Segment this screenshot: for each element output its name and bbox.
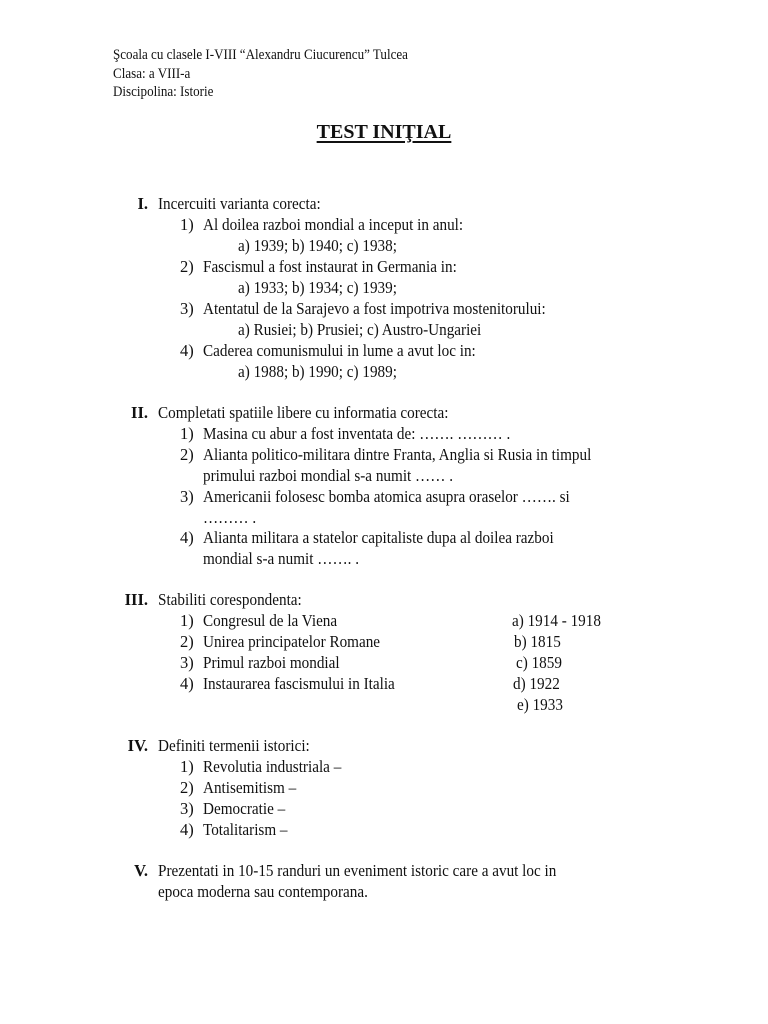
question-number: 4)	[180, 820, 194, 839]
question-text: Fascismul a fost instaurat in Germania in:	[203, 257, 457, 276]
question-text-continued: ……… .	[203, 508, 257, 527]
match-answer: d) 1922	[513, 674, 560, 693]
section-5-text: Prezentati in 10-15 randuri un eveniment istoric care a avut loc in	[158, 861, 557, 880]
question-text: Americanii folosesc bomba atomica asupra oraselor ……. si	[203, 487, 570, 506]
term-item: Antisemitism –	[203, 778, 297, 797]
section-5-numeral: V.	[134, 861, 148, 880]
question-number: 3)	[180, 799, 194, 818]
question-number: 3)	[180, 653, 194, 672]
question-number: 3)	[180, 487, 194, 506]
section-3-numeral: III.	[124, 590, 148, 609]
answer-options: a) 1939; b) 1940; c) 1938;	[238, 236, 397, 255]
question-number: 1)	[180, 757, 194, 776]
question-text: Caderea comunismului in lume a avut loc in:	[203, 341, 476, 360]
match-item: Unirea principatelor Romane	[203, 632, 381, 651]
section-2-numeral: II.	[131, 403, 148, 422]
question-number: 1)	[180, 215, 194, 234]
subject-label: Discipolina: Istorie	[113, 84, 214, 100]
page-title: TEST INIŢIAL	[316, 121, 452, 143]
answer-options: a) 1988; b) 1990; c) 1989;	[238, 362, 397, 381]
section-4-numeral: IV.	[127, 736, 148, 755]
question-number: 4)	[180, 674, 194, 693]
term-item: Democratie –	[203, 799, 286, 818]
match-answer: a) 1914 - 1918	[512, 611, 601, 630]
question-number: 2)	[180, 632, 194, 651]
question-text: Alianta politico-militara dintre Franta, Anglia si Rusia in timpul	[203, 445, 592, 464]
section-2-heading: Completati spatiile libere cu informatia corecta:	[158, 403, 449, 422]
question-text: Atentatul de la Sarajevo a fost impotriva mostenitorului:	[203, 299, 546, 318]
answer-options: a) 1933; b) 1934; c) 1939;	[238, 278, 397, 297]
term-item: Revolutia industriala –	[203, 757, 342, 776]
section-3-heading: Stabiliti corespondenta:	[158, 590, 302, 609]
section-1-heading: Incercuiti varianta corecta:	[158, 194, 321, 213]
question-number: 2)	[180, 257, 194, 276]
match-answer: c) 1859	[516, 653, 562, 672]
match-answer: b) 1815	[514, 632, 561, 651]
match-item: Primul razboi mondial	[203, 653, 340, 672]
question-text: Masina cu abur a fost inventata de: ……. ……… .	[203, 424, 511, 443]
question-text: Al doilea razboi mondial a inceput in anul:	[203, 215, 464, 234]
question-text: Alianta militara a statelor capitaliste dupa al doilea razboi	[203, 528, 554, 547]
match-answer: e) 1933	[517, 695, 563, 714]
section-4-heading: Definiti termenii istorici:	[158, 736, 310, 755]
question-number: 3)	[180, 299, 194, 318]
class-label: Clasa: a VIII-a	[113, 66, 191, 82]
match-item: Congresul de la Viena	[203, 611, 338, 630]
question-number: 2)	[180, 778, 194, 797]
question-number: 4)	[180, 528, 194, 547]
question-number: 1)	[180, 611, 194, 630]
section-1-numeral: I.	[137, 194, 148, 213]
question-text-continued: primului razboi mondial s-a numit …… .	[203, 466, 454, 485]
term-item: Totalitarism –	[203, 820, 288, 839]
question-number: 2)	[180, 445, 194, 464]
school-name: Şcoala cu clasele I-VIII “Alexandru Ciucurencu” Tulcea	[113, 47, 408, 63]
question-number: 1)	[180, 424, 194, 443]
answer-options: a) Rusiei; b) Prusiei; c) Austro-Ungariei	[238, 320, 482, 339]
section-5-text-continued: epoca moderna sau contemporana.	[158, 882, 368, 901]
question-text-continued: mondial s-a numit ……. .	[203, 549, 360, 568]
question-number: 4)	[180, 341, 194, 360]
match-item: Instaurarea fascismului in Italia	[203, 674, 395, 693]
